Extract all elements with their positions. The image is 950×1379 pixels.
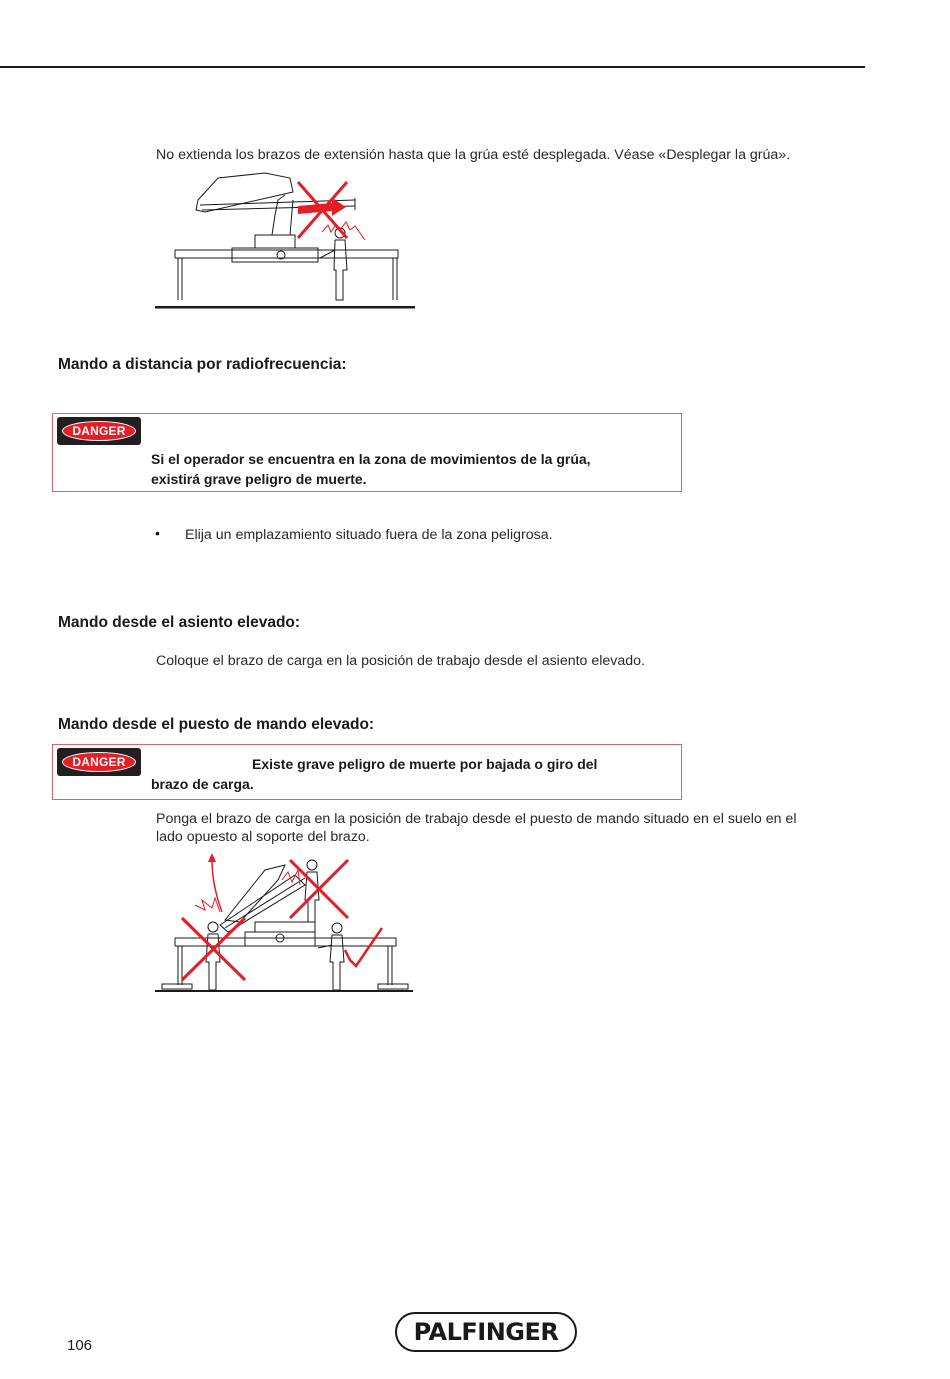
danger-box-raised-control [52,744,682,800]
danger-box-radio [52,413,682,492]
danger-oval-icon: DANGER [62,752,136,772]
danger-text-line2: brazo de carga. [151,776,254,792]
danger-text: Si el operador se encuentra en la zona de movimientos de la grúa, existirá grave peligro de muerte. [151,451,591,487]
header-rule [0,66,865,68]
impact-icon [195,898,220,912]
impact-icon [322,222,365,240]
danger-text-line1: Existe grave peligro de muerte por bajada o giro del [252,756,598,772]
cross-icon [182,918,245,980]
danger-badge [57,417,141,445]
heading-radio-remote: Mando a distancia por radiofrecuencia: [58,356,347,373]
danger-oval-icon: DANGER [62,421,136,441]
palfinger-logo: PALFINGER [395,1312,577,1352]
raised-seat-text: Coloque el brazo de carga en la posición de trabajo desde el asiento elevado. [156,653,646,669]
heading-raised-seat: Mando desde el asiento elevado: [58,614,301,631]
heading-raised-control: Mando desde el puesto de mando elevado: [58,716,375,733]
raised-control-text-line1: Ponga el brazo de carga en la posición de trabajo desde el puesto de mando situado en el suelo en el [156,811,797,827]
crane-boom-position-figure [150,850,420,1000]
bullet-text: Elija un emplazamiento situado fuera de la zona peligrosa. [185,527,553,543]
raised-control-text-line2: lado opuesto al soporte del brazo. [156,829,370,845]
bullet-icon: • [155,525,160,541]
page-number: 106 [67,1337,93,1354]
check-icon [345,928,382,966]
danger-badge [57,748,141,776]
intro-text: No extienda los brazos de extensión hasta que la grúa esté desplegada. Véase «Desplegar la grúa». [156,147,791,163]
crane-extension-figure [150,170,420,315]
